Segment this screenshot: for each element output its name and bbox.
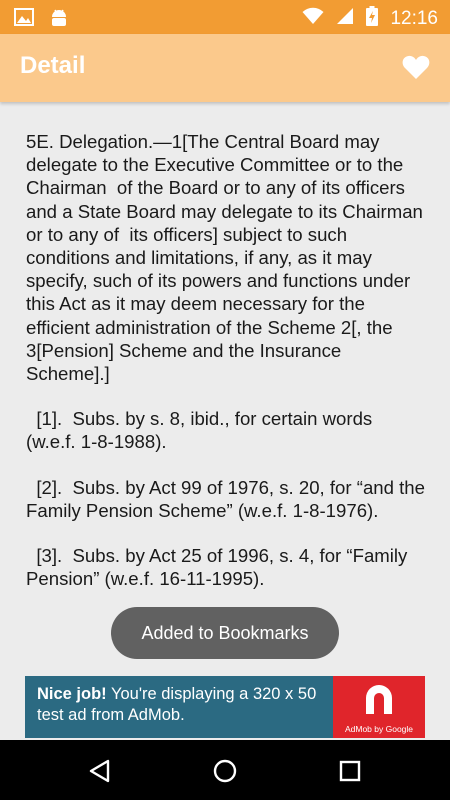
recents-button[interactable] bbox=[337, 758, 363, 784]
footnote: [1]. Subs. by s. 8, ibid., for certain words (w.e.f. 1-8-1988). bbox=[26, 408, 378, 453]
cell-signal-icon bbox=[336, 7, 354, 30]
footnote: [2]. Subs. by Act 99 of 1976, s. 20, for “and the Family Pension Scheme” (w.e.f. 1-8-1976). bbox=[26, 476, 431, 521]
admob-icon bbox=[333, 676, 425, 726]
recents-icon bbox=[337, 758, 363, 784]
home-button[interactable] bbox=[212, 758, 238, 784]
android-icon bbox=[50, 8, 68, 33]
toast-message: Added to Bookmarks bbox=[111, 607, 339, 659]
footnote: [3]. Subs. by Act 25 of 1996, s. 4, for “Family Pension” (w.e.f. 16-11-1995). bbox=[26, 545, 413, 590]
ad-text bbox=[37, 684, 337, 726]
battery-charging-icon bbox=[366, 6, 378, 31]
back-icon bbox=[87, 758, 113, 784]
admob-caption: AdMob by Google bbox=[344, 724, 414, 734]
section-text: 5E. Delegation.—1[The Central Board may delegate to the Executive Committee or to the Chairman of the Board or to any of its officers and a State Board may delegate to its Chairman or to any of its officers] subject to such conditions and limitations, if any, as it may specify, such of its powers and functions under this Act as it may deem necessary for the efficient administration of the Scheme 2[, the 3[Pension] Scheme and the Insurance Scheme].] bbox=[26, 131, 429, 385]
ad-banner[interactable] bbox=[25, 676, 425, 738]
page-title: Detail bbox=[20, 52, 86, 79]
status-bar bbox=[0, 0, 450, 34]
heart-icon bbox=[402, 54, 430, 80]
back-button[interactable] bbox=[87, 758, 113, 784]
detail-content bbox=[26, 130, 431, 665]
admob-logo[interactable] bbox=[333, 676, 425, 738]
wifi-icon bbox=[302, 7, 324, 30]
image-icon bbox=[14, 8, 34, 33]
app-bar bbox=[0, 34, 450, 102]
home-icon bbox=[212, 758, 238, 784]
ad-body: You're displaying a 320 x 50 test ad from AdMob. bbox=[37, 685, 317, 724]
navigation-bar bbox=[0, 740, 450, 800]
status-time: 12:16 bbox=[390, 7, 438, 29]
bookmark-button[interactable] bbox=[402, 54, 430, 80]
ad-headline: Nice job! bbox=[37, 685, 107, 703]
